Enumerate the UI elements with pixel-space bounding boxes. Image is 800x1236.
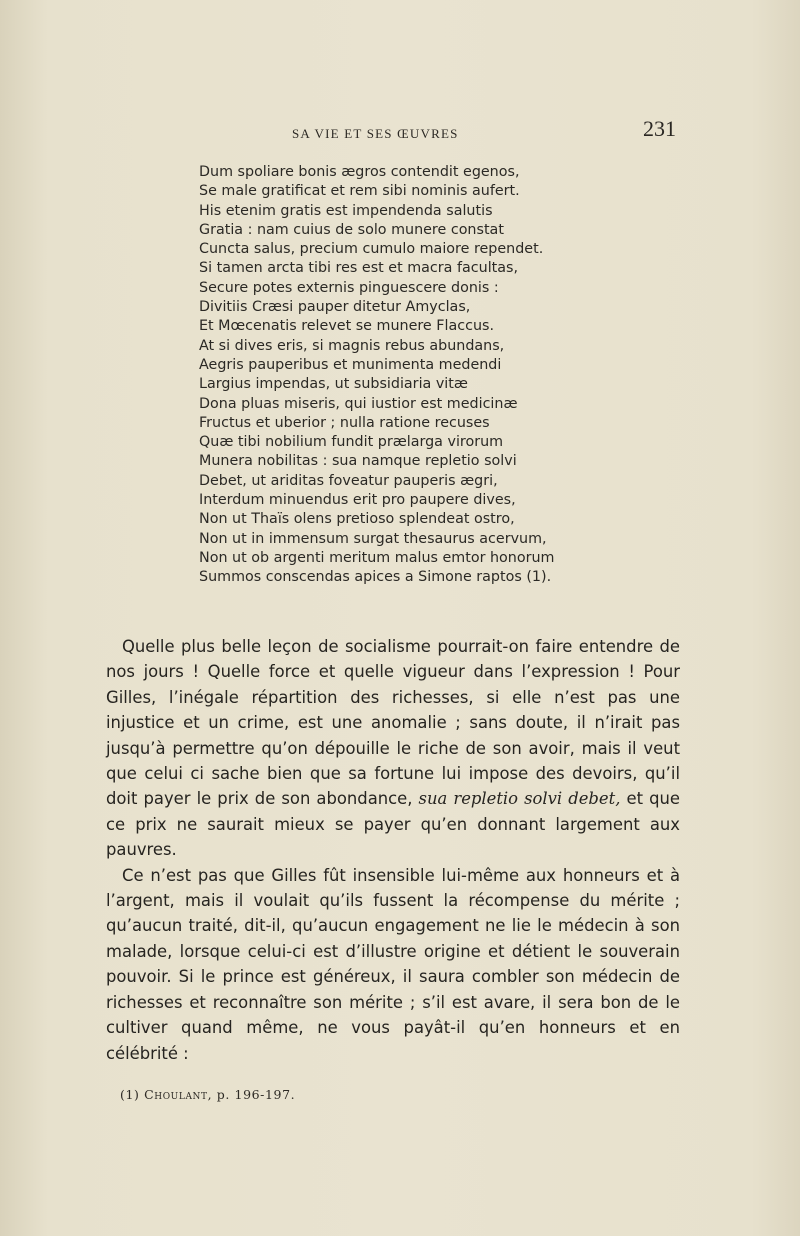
latin-poem xyxy=(199,163,659,588)
poem-line: Et Mœcenatis relevet se munere Flaccus. xyxy=(199,318,494,335)
poem-line: Interdum minuendus erit pro paupere dives, xyxy=(199,492,516,509)
footnote-marker: (1) xyxy=(120,1087,140,1102)
poem-line: Summos conscendas apices a Simone raptos (1). xyxy=(199,569,552,586)
poem-line: Secure potes externis pinguescere donis : xyxy=(199,279,499,296)
page-number: 231 xyxy=(643,116,676,141)
poem-line: Fructus et uberior ; nulla ratione recuses xyxy=(199,414,490,431)
running-head xyxy=(0,116,800,148)
footnote-reference: , p. 196-197. xyxy=(207,1087,296,1102)
footnote-author: Choulant xyxy=(144,1087,208,1102)
poem-line: Non ut Thaïs olens pretioso splendeat ostro, xyxy=(199,511,515,528)
poem-line: At si dives eris, si magnis rebus abundans, xyxy=(199,337,505,354)
poem-line: Largius impendas, ut subsidiaria vitæ xyxy=(199,376,468,393)
paragraph-1 xyxy=(106,634,680,863)
paragraph-1-text: Quelle plus belle leçon de socialisme pourrait-on faire entendre de nos jours ! Quelle force et quelle vigueur dans l’expression ! Pour Gilles, l’inégale répartition des richesses, si elle n’est pas une injustice et un crime, est une anomalie ; sans doute, il n’irait pas jusqu’à permettre qu’on dépouille le riche de son avoir, mais il veut que celui ci sache bien que sa fortune lui impose des devoirs, qu’il doit payer le prix de son abondance, xyxy=(106,637,680,809)
poem-line: Non ut ob argenti meritum malus emtor honorum xyxy=(199,549,555,566)
running-title: SA VIE ET SES ŒUVRES xyxy=(292,126,459,141)
poem-line: Quæ tibi nobilium fundit prælarga virorum xyxy=(199,434,504,451)
poem-line: Non ut in immensum surgat thesaurus acervum, xyxy=(199,530,547,547)
poem-line: Munera nobilitas : sua namque repletio solvi xyxy=(199,453,517,470)
poem-line: Debet, ut ariditas foveatur pauperis ægri, xyxy=(199,472,498,489)
poem-line: Aegris pauperibus et munimenta medendi xyxy=(199,356,502,373)
paragraph-2: Ce n’est pas que Gilles fût insensible lui-même aux honneurs et à l’argent, mais il voulait qu’ils fussent la récompense du mérite ; qu’aucun traité, dit-il, qu’aucun engagement ne lie le médecin à son malade, lorsque celui-ci est d’illustre origine et détient le souverain pouvoir. Si le prince est généreux, il saura combler son médecin de richesses et reconnaître son mérite ; s’il est avare, il sera bon de le cultiver quand même, ne vous payât-il qu’en honneurs et en célébrité : xyxy=(106,865,680,1063)
poem-line: Divitiis Cræsi pauper ditetur Amyclas, xyxy=(199,299,471,316)
poem-line: Dona pluas miseris, qui iustior est medicinæ xyxy=(199,395,518,412)
footnote xyxy=(120,1087,295,1102)
paragraph-1-end: et que ce prix ne saurait mieux se payer qu’en donnant largement aux pauvres. xyxy=(106,789,680,860)
poem-line: Se male gratificat et rem sibi nominis aufert. xyxy=(199,183,520,200)
poem-line: His etenim gratis est impendenda salutis xyxy=(199,202,493,219)
poem-line: Si tamen arcta tibi res est et macra facultas, xyxy=(199,260,519,277)
poem-line: Cuncta salus, precium cumulo maiore rependet. xyxy=(199,241,544,258)
poem-line: Gratia : nam cuius de solo munere constat xyxy=(199,221,504,238)
body-text xyxy=(106,634,680,1066)
latin-quote: sua repletio solvi debet, xyxy=(418,789,621,809)
poem-line: Dum spoliare bonis ægros contendit egenos, xyxy=(199,164,520,180)
